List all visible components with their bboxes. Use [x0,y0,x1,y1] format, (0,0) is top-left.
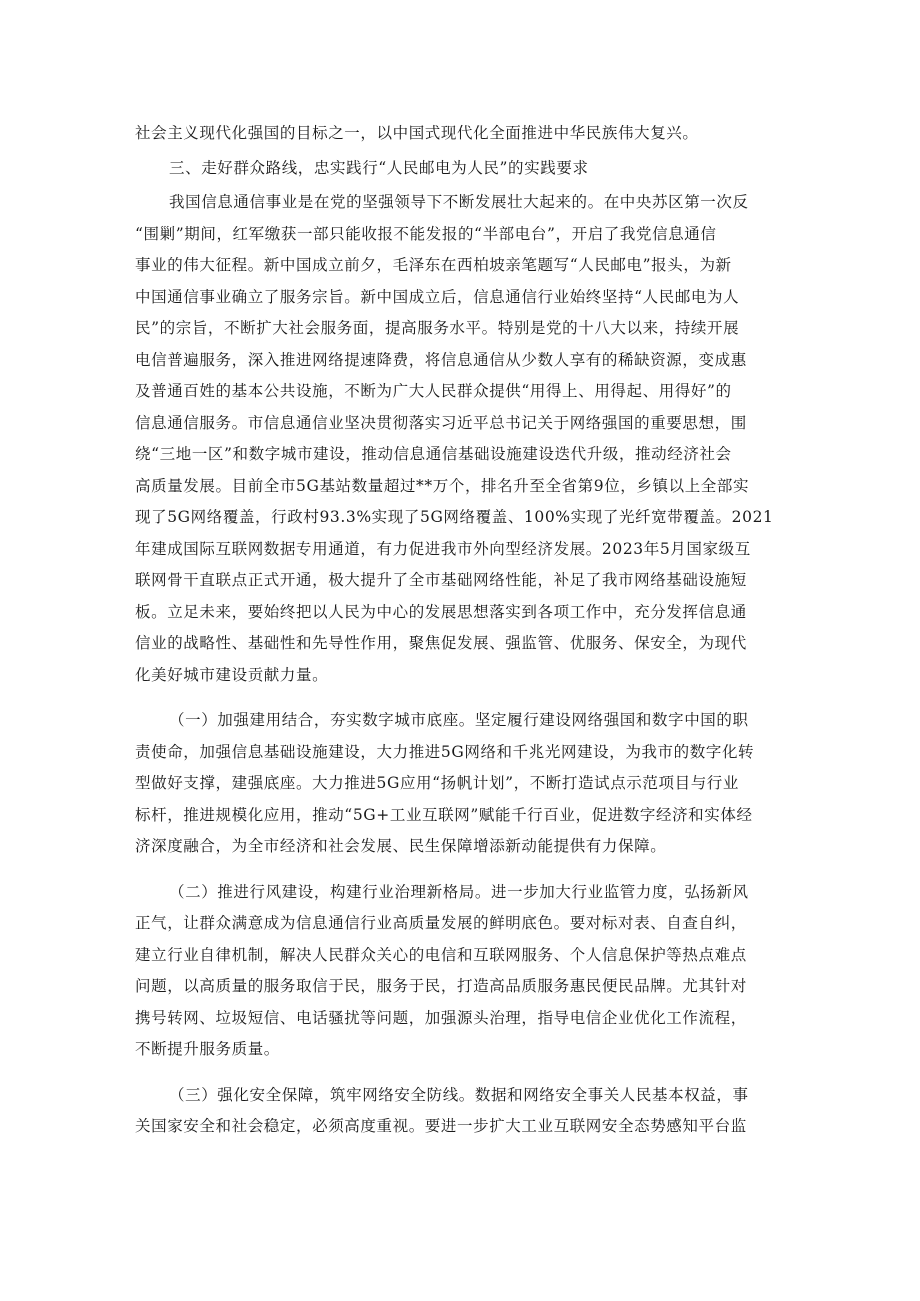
document-page [135,118,795,1143]
paragraph-line: （一）加强建用结合，夯实数字城市底座。坚定履行建设网络强国和数字中国的职 [169,711,749,729]
paragraph-digital-city [135,705,795,863]
paragraph-line: 板。立足未来，要始终把以人民为中心的发展思想落实到各项工作中，充分发挥信息通 [135,602,747,621]
paragraph-line: “围剿”期间，红军缴获一部只能收报不能发报的“半部电台”，开启了我党信息通信 [135,224,717,243]
paragraph-line: 信息通信服务。市信息通信业坚决贯彻落实习近平总书记关于网络强国的重要思想，围 [135,413,747,432]
paragraph-line: 年建成国际互联网数据专用通道，有力促进我市外向型经济发展。2023年5月国家级互 [135,539,751,558]
paragraph-line: 型做好支撑，建强底座。大力推进5G应用“扬帆计划”，不断打造试点示范项目与行业 [135,774,739,792]
paragraph-line: 化美好城市建设贡献力量。 [135,665,329,684]
paragraph-line: 不断提升服务质量。 [135,1040,280,1058]
paragraph-line: 济深度融合，为全市经济和社会发展、民生保障增添新动能提供有力保障。 [135,837,667,855]
paragraph-line: 责使命，加强信息基础设施建设，大力推进5G网络和千兆光网建设，为我市的数字化转 [135,742,755,761]
paragraph-line: 正气，让群众满意成为信息通信行业高质量发展的鲜明底色。要对标对表、自查自纠， [135,914,747,932]
paragraph-people-first [135,187,795,691]
paragraph-line: 关国家安全和社会稳定，必须高度重视。要进一步扩大工业互联网安全态势感知平台监 [135,1117,747,1135]
paragraph-line: 现了5G网络覆盖，行政村93.3%实现了5G网络覆盖、100%实现了光纤宽带覆盖。2021 [135,508,774,526]
paragraph-line: 信业的战略性、基础性和先导性作用，聚焦促发展、强监管、优服务、保安全，为现代 [135,634,747,652]
paragraph-line: 标杆，推进规模化应用，推动“5G+工业互联网”赋能千行百业，促进数字经济和实体经 [135,805,753,824]
paragraph-line: 问题，以高质量的服务取信于民，服务于民，打造高品质服务惠民便民品牌。尤其针对 [135,977,747,995]
paragraph-line: 电信普遍服务，深入推进网络提速降费，将信息通信从少数人享有的稀缺资源，变成惠 [135,350,747,369]
paragraph-line: （三）强化安全保障，筑牢网络安全防线。数据和网络安全事关人民基本权益，事 [169,1085,749,1104]
paragraph-line: （二）推进行风建设，构建行业治理新格局。进一步加大行业监管力度，弘扬新风 [169,882,749,901]
section-heading: 三、走好群众路线，忠实践行“人民邮电为人民”的实践要求 [169,158,589,177]
paragraph-line: 事业的伟大征程。新中国成立前夕，毛泽东在西柏坡亲笔题写“人民邮电”报头，为新 [135,256,732,274]
paragraph-line: 联网骨干直联点正式开通，极大提升了全市基础网络性能，补足了我市网络基础设施短 [135,571,747,589]
paragraph-line: 绕“三地一区”和数字城市建设，推动信息通信基础设施建设迭代升级，推动经济社会 [135,445,732,463]
intro-line: 社会主义现代化强国的目标之一，以中国式现代化全面推进中华民族伟大复兴。 [135,124,699,142]
paragraph-line: 及普通百姓的基本公共设施，不断为广大人民群众提供“用得上、用得起、用得好”的 [135,382,732,400]
paragraph-line: 民”的宗旨，不断扩大社会服务面，提高服务水平。特别是党的十八大以来，持续开展 [135,319,740,337]
paragraph-industry-governance [135,877,795,1066]
paragraph-line: 高质量发展。目前全市5G基站数量超过**万个，排名升至全省第9位，乡镇以上全部实 [135,476,750,495]
paragraph-line: 中国通信事业确立了服务宗旨。新中国成立后，信息通信行业始终坚持“人民邮电为人 [135,287,740,306]
paragraph-line: 我国信息通信事业是在党的坚强领导下不断发展壮大起来的。在中央苏区第一次反 [169,193,749,211]
paragraph-line: 携号转网、垃圾短信、电话骚扰等问题，加强源头治理，指导电信企业优化工作流程， [135,1008,747,1027]
paragraph-line: 建立行业自律机制，解决人民群众关心的电信和互联网服务、个人信息保护等热点难点 [135,945,747,964]
paragraph-network-security [135,1080,795,1143]
